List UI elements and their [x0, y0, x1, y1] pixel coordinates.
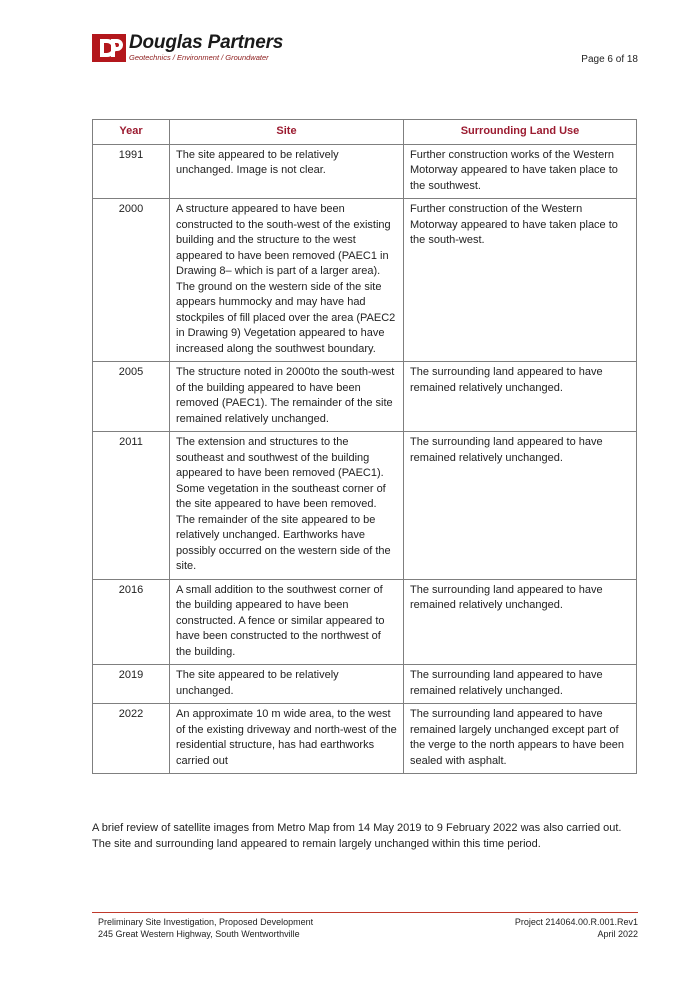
year-cell: 2005 [93, 362, 170, 432]
land-use-cell: The surrounding land appeared to have remained relatively unchanged. [404, 432, 637, 580]
footer-project-description [98, 917, 313, 940]
company-tagline: Geotechnics / Environment / Groundwater [129, 53, 269, 62]
table-row [93, 579, 637, 665]
footer-date: April 2022 [597, 928, 638, 939]
table-row [93, 432, 637, 580]
summary-paragraph: A brief review of satellite images from Metro Map from 14 May 2019 to 9 February 2022 was also carried out. The site and surrounding land appeared to remain largely unchanged within this time period. [92, 822, 622, 850]
site-cell: The site appeared to be relatively unchanged. [170, 665, 404, 704]
table-row [93, 199, 637, 362]
land-use-cell: Further construction of the Western Motorway appeared to have taken place to the south-west. [404, 199, 637, 362]
column-header-year: Year [93, 120, 170, 145]
footer-divider [92, 912, 638, 913]
column-header-site: Site [170, 120, 404, 145]
year-cell: 1991 [93, 144, 170, 199]
year-cell: 2011 [93, 432, 170, 580]
land-use-cell: The surrounding land appeared to have remained largely unchanged except part of the verge to the north appears to have been sealed with asphalt. [404, 704, 637, 774]
site-history-table [92, 119, 637, 774]
site-cell: The structure noted in 2000to the south-west of the building appeared to have been removed (PAEC1). The remainder of the site remained relatively unchanged. [170, 362, 404, 432]
table-row [93, 665, 637, 704]
footer-project-number: Project 214064.00.R.001.Rev1 [514, 917, 638, 927]
column-header-land-use: Surrounding Land Use [404, 120, 637, 145]
footer-project-info [515, 917, 638, 940]
company-logo [92, 34, 283, 66]
year-cell: 2016 [93, 579, 170, 665]
land-use-cell: The surrounding land appeared to have remained relatively unchanged. [404, 665, 637, 704]
site-cell: The site appeared to be relatively unchanged. Image is not clear. [170, 144, 404, 199]
site-cell: A small addition to the southwest corner of the building appeared to have been constructed. A fence or similar appeared to have been constructed to the northwest of the building. [170, 579, 404, 665]
year-cell: 2019 [93, 665, 170, 704]
douglas-partners-logo-icon [92, 34, 126, 62]
company-name: Douglas Partners [129, 32, 284, 53]
footer-report-title: Preliminary Site Investigation, Proposed Development [98, 917, 314, 927]
page-header [92, 34, 638, 68]
site-cell: The extension and structures to the southeast and southwest of the building appeared to have been removed (PAEC1). Some vegetation in the southeast corner of the site appeared to have been removed. The remainder of the site appeared to be relatively unchanged. Earthworks have possibly occurred on the western side of the site. [170, 432, 404, 580]
land-use-cell: The surrounding land appeared to have remained relatively unchanged. [404, 362, 637, 432]
footer-site-address: 245 Great Western Highway, South Wentworthville [98, 928, 300, 939]
year-cell: 2022 [93, 704, 170, 774]
page-number: Page 6 of 18 [581, 54, 638, 65]
site-cell: A structure appeared to have been constructed to the south-west of the existing building and the structure to the west appeared to have been removed (PAEC1 in Drawing 8– which is part of a larger area). The ground on the western side of the site appears hummocky and may have had stockpiles of fill placed over the area (PAEC2 in Drawing 9) Vegetation appeared to have increased along the southwest boundary. [170, 199, 404, 362]
table-row [93, 144, 637, 199]
year-cell: 2000 [93, 199, 170, 362]
land-use-cell: The surrounding land appeared to have remained relatively unchanged. [404, 579, 637, 665]
land-use-cell: Further construction works of the Western Motorway appeared to have taken place to the southwest. [404, 144, 637, 199]
table-row [93, 704, 637, 774]
table-row [93, 362, 637, 432]
site-cell: An approximate 10 m wide area, to the west of the existing driveway and north-west of the residential structure, has had earthworks carried out [170, 704, 404, 774]
table-header-row [93, 120, 637, 145]
